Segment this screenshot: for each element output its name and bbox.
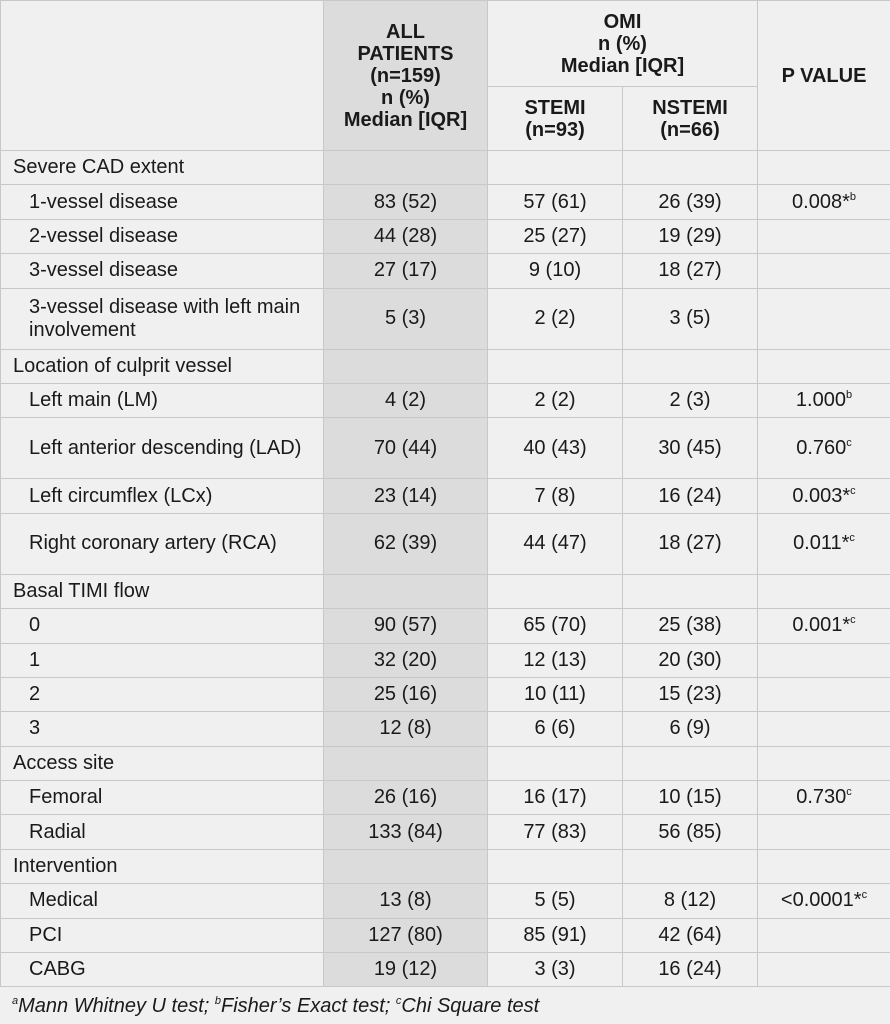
all-patients-cell: 23 (14)	[324, 479, 488, 513]
p-value-cell	[758, 185, 890, 219]
nstemi-cell: 10 (15)	[623, 781, 758, 815]
all-patients-cell: 44 (28)	[324, 219, 488, 253]
table-row	[1, 677, 890, 711]
p-value: 0.001*	[792, 614, 851, 637]
nstemi-cell: 15 (23)	[623, 677, 758, 711]
section-label: Location of culprit vessel	[1, 349, 324, 383]
section-row	[1, 574, 890, 608]
nstemi-cell: 26 (39)	[623, 185, 758, 219]
nstemi-cell: 16 (24)	[623, 479, 758, 513]
table-row	[1, 884, 890, 918]
p-value-cell	[758, 781, 890, 815]
header-stemi: STEMI (n=93)	[488, 87, 623, 151]
p-value-cell	[758, 513, 890, 574]
p-value-cell	[758, 746, 890, 780]
header-nstemi: NSTEMI (n=66)	[623, 87, 758, 151]
p-value-cell	[758, 288, 890, 349]
row-label: 0	[1, 609, 324, 643]
nstemi-cell: 18 (27)	[623, 513, 758, 574]
footnote: $^a$Mann Whitney U test; $^b$Fisher’s Exact test; $^c$Chi Square test	[12, 995, 540, 1018]
nstemi-cell: 2 (3)	[623, 383, 758, 417]
p-value-superscript: c	[849, 532, 855, 545]
all-patients-cell	[324, 574, 488, 608]
row-label: Radial	[1, 815, 324, 849]
row-label: Left anterior descending (LAD)	[1, 418, 324, 479]
p-value-cell	[758, 953, 890, 987]
section-label: Severe CAD extent	[1, 151, 324, 185]
nstemi-cell: 18 (27)	[623, 254, 758, 288]
table-body	[1, 151, 890, 987]
p-value-cell	[758, 418, 890, 479]
nstemi-cell	[623, 574, 758, 608]
table-row	[1, 254, 890, 288]
section-row	[1, 849, 890, 883]
all-patients-cell: 70 (44)	[324, 418, 488, 479]
p-value-cell	[758, 884, 890, 918]
p-value-cell	[758, 574, 890, 608]
row-label: CABG	[1, 953, 324, 987]
table-row	[1, 609, 890, 643]
row-label: Left circumflex (LCx)	[1, 479, 324, 513]
nstemi-cell	[623, 849, 758, 883]
nstemi-cell: 19 (29)	[623, 219, 758, 253]
p-value: 0.730	[796, 786, 847, 809]
nstemi-cell: 20 (30)	[623, 643, 758, 677]
stemi-cell: 16 (17)	[488, 781, 623, 815]
table-row	[1, 513, 890, 574]
nstemi-cell: 3 (5)	[623, 288, 758, 349]
nstemi-cell: 42 (64)	[623, 918, 758, 952]
all-patients-cell	[324, 151, 488, 185]
stemi-cell	[488, 349, 623, 383]
all-patients-cell: 25 (16)	[324, 677, 488, 711]
header-omi: OMI n (%) Median [IQR]	[488, 1, 758, 87]
all-patients-cell: 127 (80)	[324, 918, 488, 952]
all-patients-cell: 133 (84)	[324, 815, 488, 849]
header-blank	[1, 1, 324, 151]
all-patients-cell: 83 (52)	[324, 185, 488, 219]
p-value-cell	[758, 349, 890, 383]
row-label: Right coronary artery (RCA)	[1, 513, 324, 574]
row-label: 3	[1, 712, 324, 746]
table-row	[1, 918, 890, 952]
all-patients-cell: 13 (8)	[324, 884, 488, 918]
p-value-cell	[758, 643, 890, 677]
table-row	[1, 712, 890, 746]
all-patients-cell: 19 (12)	[324, 953, 488, 987]
stemi-cell: 44 (47)	[488, 513, 623, 574]
p-value-superscript: c	[861, 889, 868, 902]
row-label: Left main (LM)	[1, 383, 324, 417]
stemi-cell	[488, 151, 623, 185]
p-value-cell	[758, 219, 890, 253]
p-value-superscript: c	[846, 786, 852, 799]
stemi-cell: 5 (5)	[488, 884, 623, 918]
p-value-cell	[758, 712, 890, 746]
nstemi-cell: 16 (24)	[623, 953, 758, 987]
stemi-cell	[488, 574, 623, 608]
all-patients-cell: 26 (16)	[324, 781, 488, 815]
header-all-patients: ALL PATIENTS (n=159) n (%) Median [IQR]	[324, 1, 488, 151]
all-patients-cell: 90 (57)	[324, 609, 488, 643]
row-label: PCI	[1, 918, 324, 952]
nstemi-cell	[623, 349, 758, 383]
all-patients-cell: 32 (20)	[324, 643, 488, 677]
table-row	[1, 643, 890, 677]
row-label: Femoral	[1, 781, 324, 815]
section-row	[1, 151, 890, 185]
stemi-cell: 57 (61)	[488, 185, 623, 219]
header-p-value: P VALUE	[758, 1, 890, 151]
table-row	[1, 418, 890, 479]
p-value: 0.003*	[792, 484, 851, 507]
p-value: 0.760	[796, 436, 847, 459]
p-value: 1.000	[795, 389, 846, 412]
p-value: <0.0001*	[780, 889, 862, 912]
stemi-cell: 6 (6)	[488, 712, 623, 746]
row-label: 2	[1, 677, 324, 711]
p-value-cell	[758, 609, 890, 643]
section-row	[1, 746, 890, 780]
stemi-cell: 2 (2)	[488, 383, 623, 417]
table-row	[1, 288, 890, 349]
p-value-cell	[758, 918, 890, 952]
table-row	[1, 185, 890, 219]
row-label: 1	[1, 643, 324, 677]
nstemi-cell: 56 (85)	[623, 815, 758, 849]
stemi-cell: 85 (91)	[488, 918, 623, 952]
nstemi-cell: 6 (9)	[623, 712, 758, 746]
p-value-superscript: c	[846, 436, 852, 449]
all-patients-cell	[324, 849, 488, 883]
nstemi-cell	[623, 746, 758, 780]
stemi-cell: 10 (11)	[488, 677, 623, 711]
stemi-cell	[488, 746, 623, 780]
nstemi-cell: 25 (38)	[623, 609, 758, 643]
p-value: 0.011*	[793, 532, 850, 555]
p-value: 0.008*	[792, 190, 850, 213]
nstemi-cell: 30 (45)	[623, 418, 758, 479]
nstemi-cell: 8 (12)	[623, 884, 758, 918]
p-value-cell	[758, 151, 890, 185]
stemi-cell: 2 (2)	[488, 288, 623, 349]
nstemi-cell	[623, 151, 758, 185]
row-label: 2-vessel disease	[1, 219, 324, 253]
p-value-cell	[758, 383, 890, 417]
stemi-cell: 3 (3)	[488, 953, 623, 987]
all-patients-cell: 27 (17)	[324, 254, 488, 288]
all-patients-cell: 62 (39)	[324, 513, 488, 574]
p-value-superscript: c	[850, 484, 856, 497]
stemi-cell: 40 (43)	[488, 418, 623, 479]
row-label: 3-vessel disease	[1, 254, 324, 288]
section-label: Basal TIMI flow	[1, 574, 324, 608]
table-row	[1, 219, 890, 253]
stemi-cell: 77 (83)	[488, 815, 623, 849]
row-label: 1-vessel disease	[1, 185, 324, 219]
row-label: Medical	[1, 884, 324, 918]
section-row	[1, 349, 890, 383]
p-value-superscript: b	[849, 190, 856, 203]
stemi-cell: 9 (10)	[488, 254, 623, 288]
section-label: Access site	[1, 746, 324, 780]
table-row	[1, 781, 890, 815]
row-label: 3-vessel disease with left main involvement	[1, 288, 324, 349]
stemi-cell: 7 (8)	[488, 479, 623, 513]
all-patients-cell: 5 (3)	[324, 288, 488, 349]
p-value-cell	[758, 677, 890, 711]
p-value-cell	[758, 479, 890, 513]
p-value-superscript: c	[850, 614, 856, 627]
table-row	[1, 953, 890, 987]
stemi-cell: 12 (13)	[488, 643, 623, 677]
stemi-cell: 25 (27)	[488, 219, 623, 253]
section-label: Intervention	[1, 849, 324, 883]
p-value-cell	[758, 815, 890, 849]
table-row	[1, 815, 890, 849]
all-patients-cell: 4 (2)	[324, 383, 488, 417]
all-patients-cell: 12 (8)	[324, 712, 488, 746]
table-row	[1, 479, 890, 513]
p-value-superscript: b	[845, 389, 853, 402]
all-patients-cell	[324, 349, 488, 383]
p-value-cell	[758, 254, 890, 288]
stemi-cell: 65 (70)	[488, 609, 623, 643]
stemi-cell	[488, 849, 623, 883]
all-patients-cell	[324, 746, 488, 780]
table-row	[1, 383, 890, 417]
p-value-cell	[758, 849, 890, 883]
